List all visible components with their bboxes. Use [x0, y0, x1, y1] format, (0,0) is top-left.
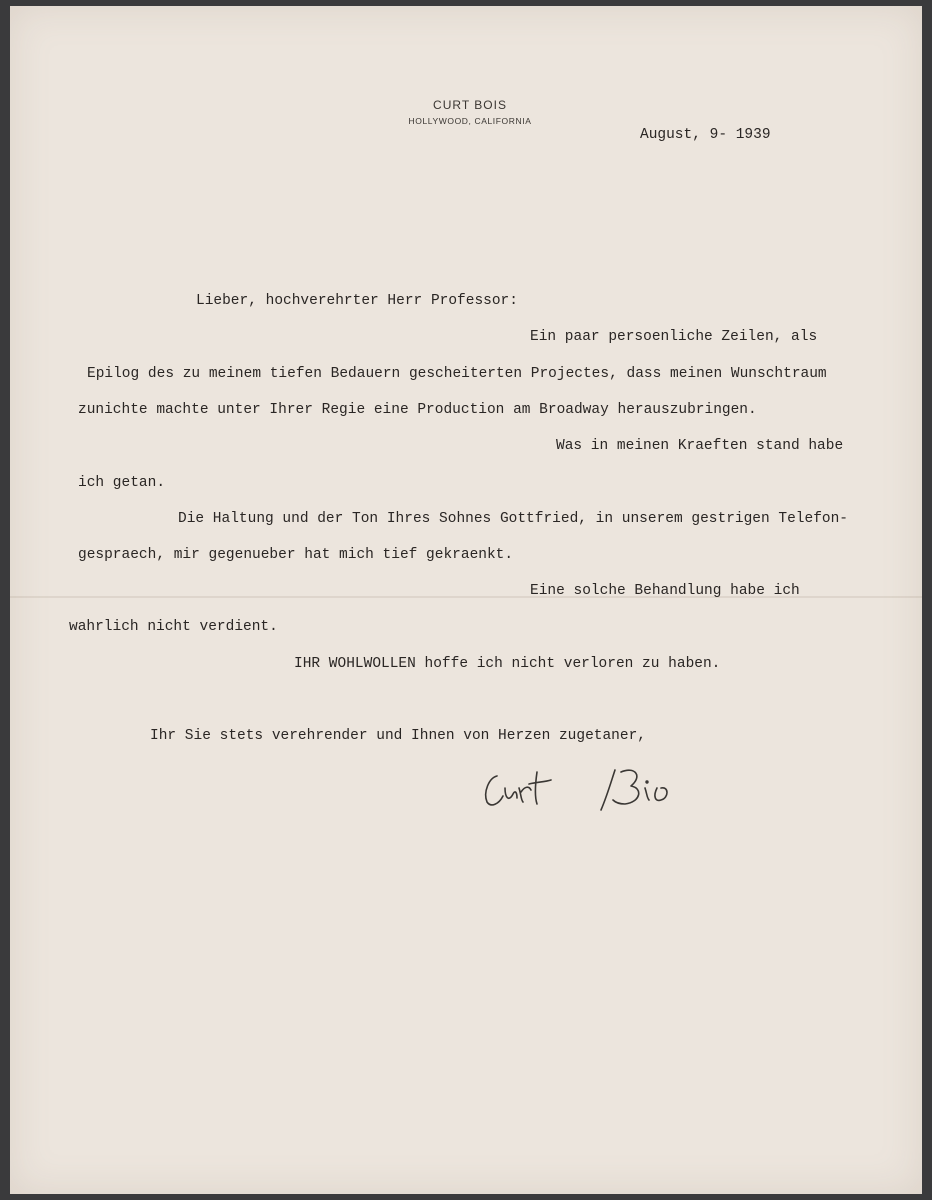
body-line-9: wahrlich nicht verdient.	[69, 619, 278, 635]
body-line-10: IHR WOHLWOLLEN hoffe ich nicht verloren zu haben.	[294, 656, 721, 672]
handwritten-signature	[475, 758, 715, 818]
body-line-3: zunichte machte unter Ihrer Regie eine Production am Broadway herauszubringen.	[78, 402, 757, 418]
body-line-7: gespraech, mir gegenueber hat mich tief gekraenkt.	[78, 547, 514, 563]
body-line-6: Die Haltung und der Ton Ihres Sohnes Gottfried, in unserem gestrigen Telefon-	[178, 511, 849, 527]
letterhead-name: CURT BOIS	[433, 98, 507, 112]
body-line-1: Ein paar persoenliche Zeilen, als	[530, 329, 818, 345]
body-line-4: Was in meinen Kraeften stand habe	[556, 438, 844, 454]
letter-date: August, 9- 1939	[640, 127, 771, 143]
body-line-8: Eine solche Behandlung habe ich	[530, 583, 800, 599]
body-line-2: Epilog des zu meinem tiefen Bedauern gescheiterten Projectes, dass meinen Wunschtraum	[87, 366, 827, 382]
letterhead-place: HOLLYWOOD, CALIFORNIA	[408, 116, 532, 126]
letter-paper	[10, 6, 922, 1194]
salutation: Lieber, hochverehrter Herr Professor:	[196, 293, 518, 309]
body-line-5: ich getan.	[78, 475, 166, 491]
closing-line: Ihr Sie stets verehrender und Ihnen von Herzen zugetaner,	[150, 728, 646, 744]
